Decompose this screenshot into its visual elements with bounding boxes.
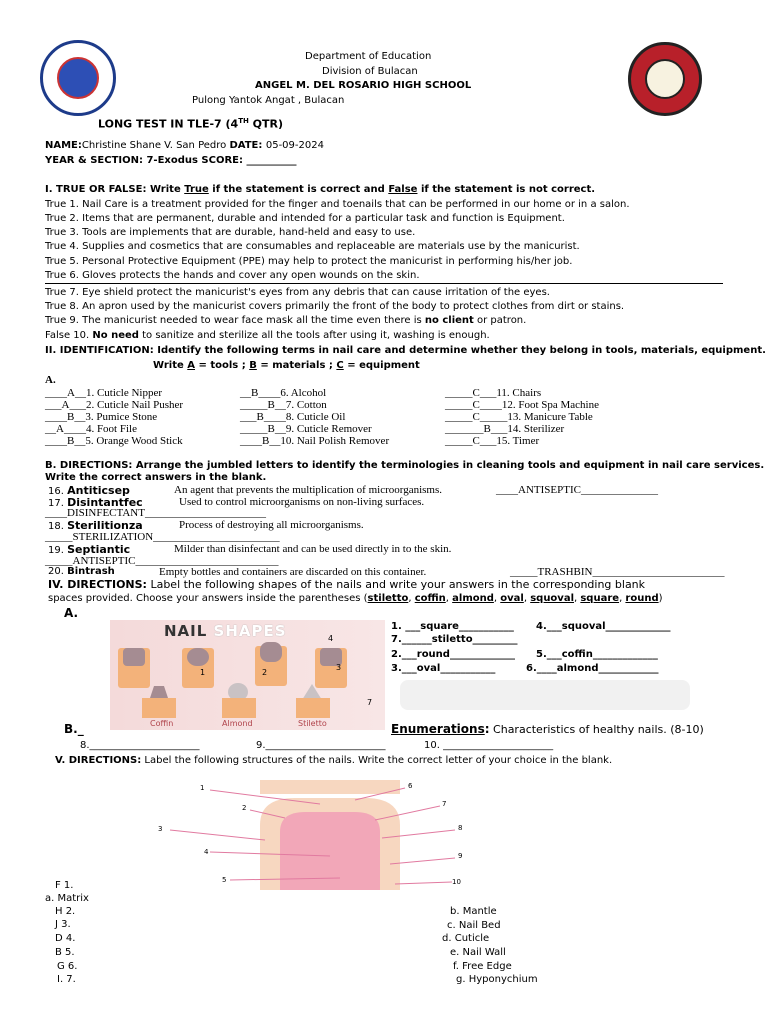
structure-answer-2: H 2. [55, 906, 76, 917]
jumble-answer-19: _____ANTISEPTIC__________________________ [45, 555, 279, 567]
nail-num-7: 7 [367, 698, 373, 707]
part2-legend: Write A = tools ; B = materials ; C = equipment [153, 360, 420, 371]
enum-blank-10: 10. ______________________ [424, 740, 554, 751]
ident-item-11: _____C___11. Chairs [445, 387, 542, 399]
part2-heading: II. IDENTIFICATION: Identify the following terms in nail care and determine whether they belong in tools, materials, equipment. [45, 345, 766, 356]
structure-choice-g: g. Hyponychium [456, 974, 538, 985]
divider-line [45, 283, 723, 284]
structure-num-2: 2 [242, 804, 247, 812]
enum-blank-8: 8.______________________ [80, 740, 200, 751]
tf-item-8: True 8. An apron used by the manicurist covers primarily the front of the body to protect clothes from dirt or stains. [45, 301, 625, 312]
structure-num-9: 9 [458, 852, 463, 860]
part3-heading-2: Write the correct answers in the blank. [45, 472, 267, 483]
enum-blank-9: 9.________________________ [256, 740, 386, 751]
structure-choice-f: f. Free Edge [453, 961, 512, 972]
part4-sub-a: A. [64, 606, 79, 620]
structure-choice-a: a. Matrix [45, 893, 89, 904]
structure-choice-b: b. Mantle [450, 906, 497, 917]
shape-answer-5: 5.___coffin_____________ [536, 649, 658, 660]
ident-item-10: ____B__10. Nail Polish Remover [240, 435, 390, 447]
structure-answer-3: J 3. [55, 919, 71, 930]
header-division: Division of Bulacan [322, 66, 418, 77]
nail-num-3: 3 [336, 663, 342, 672]
nail-num-1: 1 [200, 668, 206, 677]
part1-heading: I. TRUE OR FALSE: Write True if the statement is correct and False if the statement is not correct. [45, 184, 596, 195]
nail-shapes-title: NAIL SHAPES [164, 622, 287, 640]
tf-item-10: False 10. No need to sanitize and sterilize all the tools after using it, washing is enough. [45, 330, 490, 341]
structure-num-7: 7 [442, 800, 447, 808]
test-title: LONG TEST IN TLE-7 (4TH QTR) [98, 117, 284, 131]
part4-heading: IV. DIRECTIONS: Label the following shapes of the nails and write your answers in the corresponding blank [48, 578, 646, 591]
structure-num-10: 10 [452, 878, 461, 886]
ident-item-5: ____B__5. Orange Wood Stick [45, 435, 183, 447]
ident-item-7: _____B__7. Cotton [240, 399, 327, 411]
school-seal-logo [628, 42, 702, 116]
part2-sub-a: A. [45, 374, 56, 386]
nail-structure-diagram [158, 780, 463, 890]
jumble-item-19: 19. Septiantic [48, 543, 131, 556]
header-address: Pulong Yantok Angat , Bulacan [192, 95, 345, 106]
ident-item-15: _____C___15. Timer [445, 435, 540, 447]
jumble-desc-18: Process of destroying all microorganisms. [179, 519, 364, 531]
nail-num-4: 4 [328, 634, 334, 643]
part3-heading: B. DIRECTIONS: Arrange the jumbled letters to identify the terminologies in cleaning tools and equipment in nail care services. [45, 460, 765, 471]
jumble-answer-16: ____ANTISEPTIC______________ [496, 484, 658, 496]
ident-item-4: __A____4. Foot File [45, 423, 137, 435]
part4-sub-b: B._ [64, 722, 84, 736]
tf-item-6: True 6. Gloves protects the hands and cover any open wounds on the skin. [45, 270, 420, 281]
structure-num-5: 5 [222, 876, 227, 884]
structure-answer-6: G 6. [57, 961, 78, 972]
nail-shapes-drawing [110, 620, 385, 730]
nail-shapes-image [110, 620, 385, 730]
shape-answer-6: 6.____almond____________ [526, 663, 659, 674]
structure-answer-5: B 5. [55, 947, 75, 958]
tf-item-1: True 1. Nail Care is a treatment provided for the finger and toenails that can be performed in our home or in a salon. [45, 199, 630, 210]
header-dept: Department of Education [305, 51, 432, 62]
jumble-item-17: 17. Disintantfec [48, 496, 143, 509]
structure-choice-d: d. Cuticle [442, 933, 490, 944]
tf-item-4: True 4. Supplies and cosmetics that are consumables and replaceable are materials use by the manicurist. [45, 241, 580, 252]
nail-label-almond: Almond [222, 719, 253, 728]
structure-num-6: 6 [408, 782, 413, 790]
enumeration-title: Enumerations: Characteristics of healthy nails. (8-10) [391, 722, 704, 736]
tf-item-9: True 9. The manicurist needed to wear face mask all the time even there is no client or patron. [45, 315, 527, 326]
ident-item-12: _____C____12. Foot Spa Machine [445, 399, 599, 411]
tf-item-2: True 2. Items that are permanent, durable and intended for a particular task and function is Equipment. [45, 213, 565, 224]
tf-item-5: True 5. Personal Protective Equipment (PPE) may help to protect the manicurist in performing his/her job. [45, 256, 573, 267]
jumble-item-18: 18. Sterilitionza [48, 519, 143, 532]
tf-item-7: True 7. Eye shield protect the manicurist's eyes from any debris that can cause irritation of the eyes. [45, 287, 550, 298]
jumble-item-20: 20. Bintrash [48, 566, 115, 577]
tf-item-3: True 3. Tools are implements that are durable, hand-held and easy to use. [45, 227, 416, 238]
faded-text-area [400, 680, 690, 710]
structure-num-3: 3 [158, 825, 163, 833]
ident-item-13: _____C_____13. Manicure Table [445, 411, 593, 423]
part4-heading-2: spaces provided. Choose your answers inside the parentheses (stiletto, coffin, almond, oval, squoval, square, round) [48, 593, 663, 604]
ident-item-1: ____A__1. Cuticle Nipper [45, 387, 163, 399]
part5-heading: V. DIRECTIONS: Label the following structures of the nails. Write the correct letter of your choice in the blank. [55, 755, 613, 766]
structure-num-1: 1 [200, 784, 205, 792]
deped-seal-logo [40, 40, 116, 116]
ident-item-3: ____B__3. Pumice Stone [45, 411, 158, 423]
header-school: ANGEL M. DEL ROSARIO HIGH SCHOOL [255, 80, 472, 91]
shape-answer-3: 3.___oval___________ [391, 663, 496, 674]
jumble-desc-20: Empty bottles and containers are discarded on this container. [159, 566, 427, 578]
jumble-item-16: 16. Antiticsep [48, 484, 130, 497]
ident-item-14: _______B___14. Sterilizer [445, 423, 565, 435]
nail-num-2: 2 [262, 668, 268, 677]
nail-structure-drawing [160, 780, 463, 890]
jumble-answer-18: _____STERILIZATION_______________________ [45, 531, 280, 543]
jumble-answer-17: ____DISINFECTANT______________________ [45, 507, 266, 519]
jumble-desc-17: Used to control microorganisms on non-living surfaces. [179, 496, 425, 508]
ident-item-8: ___B____8. Cuticle Oil [240, 411, 346, 423]
structure-answer-7: I. 7. [57, 974, 76, 985]
jumble-answer-20: _____TRASHBIN________________________ [510, 566, 725, 578]
ident-item-2: ___A___2. Cuticle Nail Pusher [45, 399, 184, 411]
ident-item-9: _____B__9. Cuticle Remover [240, 423, 372, 435]
structure-choice-e: e. Nail Wall [450, 947, 506, 958]
structure-choice-c: c. Nail Bed [447, 920, 501, 931]
jumble-desc-16: An agent that prevents the multiplication of microorganisms. [174, 484, 443, 496]
shape-answer-7: 7.______stiletto_________ [391, 634, 518, 645]
structure-num-8: 8 [458, 824, 463, 832]
nail-label-coffin: Coffin [150, 719, 174, 728]
nail-label-stiletto: Stiletto [298, 719, 327, 728]
student-name-line: NAME:Christine Shane V. San Pedro DATE: 05-09-2024 [45, 140, 324, 151]
structure-num-4: 4 [204, 848, 209, 856]
shape-answer-4: 4.___squoval_____________ [536, 621, 671, 632]
year-section-line: YEAR & SECTION: 7-Exodus SCORE: __________ [45, 155, 297, 166]
structure-answer-4: D 4. [55, 933, 76, 944]
shape-answer-2: 2.___round_____________ [391, 649, 515, 660]
ident-item-6: __B____6. Alcohol [240, 387, 327, 399]
shape-answer-1: 1. ___square___________ [391, 621, 514, 632]
structure-answer-1: F 1. [55, 880, 74, 891]
jumble-desc-19: Milder than disinfectant and can be used directly in to the skin. [174, 543, 452, 555]
